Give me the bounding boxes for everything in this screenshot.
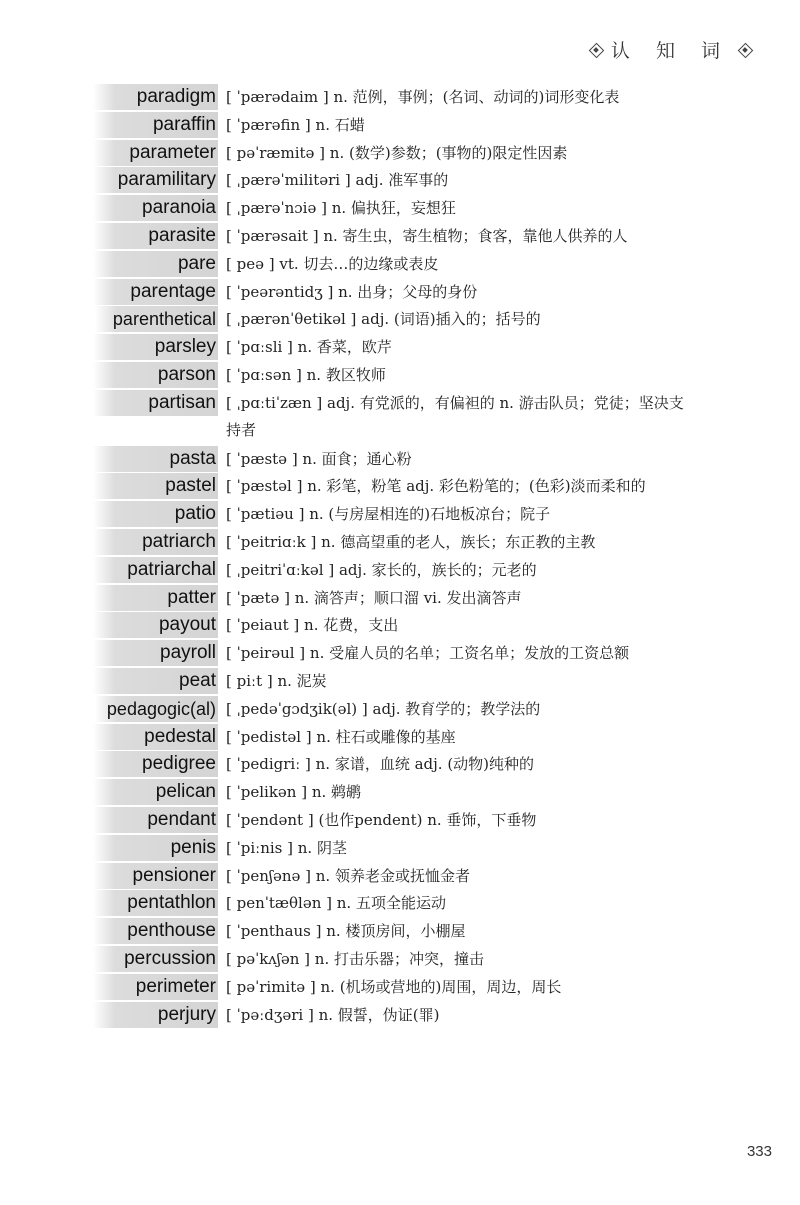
definition-text: [ ˈpelikən ] n. 鹈鹕 <box>226 783 362 802</box>
vocabulary-entry <box>0 668 800 694</box>
definition <box>226 112 771 138</box>
definition-text: [ ˈpɑːsli ] n. 香菜，欧芹 <box>226 338 392 357</box>
vocabulary-entry <box>0 362 800 388</box>
vocabulary-entry <box>0 863 800 889</box>
headword: parsley <box>93 334 218 360</box>
vocabulary-entry <box>0 473 800 499</box>
definition-text: [ ˌpeitriˈɑːkəl ] adj. 家长的，族长的；元老的 <box>226 560 537 579</box>
definition <box>226 223 771 249</box>
definition <box>226 751 771 777</box>
definition <box>226 974 771 1000</box>
definition-text: [ ˈpærəfin ] n. 石蜡 <box>226 115 365 134</box>
vocabulary-list <box>0 84 800 1029</box>
headword: patriarchal <box>93 557 218 583</box>
vocabulary-entry <box>0 167 800 193</box>
headword: pelican <box>93 779 218 805</box>
vocabulary-entry <box>0 974 800 1000</box>
headword: parasite <box>93 223 218 249</box>
definition <box>226 585 771 611</box>
headword: payout <box>93 612 218 638</box>
vocabulary-entry <box>0 557 800 583</box>
vocabulary-entry <box>0 696 800 722</box>
definition <box>226 390 771 444</box>
headword: paranoia <box>93 195 218 221</box>
definition-text: [ ˈpærədaim ] n. 范例，事例；(名词、动词的)词形变化表 <box>226 88 620 106</box>
headword: patter <box>93 585 218 611</box>
diamond-icon <box>589 43 603 57</box>
definition <box>226 306 771 332</box>
definition <box>226 918 771 944</box>
vocabulary-entry <box>0 306 800 332</box>
vocabulary-entry <box>0 390 800 444</box>
headword: paramilitary <box>93 167 218 193</box>
vocabulary-entry <box>0 140 800 166</box>
vocabulary-entry <box>0 751 800 777</box>
vocabulary-entry <box>0 84 800 110</box>
headword: patriarch <box>93 529 218 555</box>
definition <box>226 863 771 889</box>
definition <box>226 696 771 722</box>
definition-text: [ ˌpedəˈgɔdʒik(əl) ] adj. 教育学的；教学法的 <box>226 699 541 718</box>
headword: parenthetical <box>95 306 218 332</box>
definition-text: [ ˈpiːnis ] n. 阴茎 <box>226 838 347 857</box>
definition <box>226 446 771 472</box>
definition <box>226 334 771 360</box>
headword: perimeter <box>93 974 218 1000</box>
vocabulary-entry <box>0 1002 800 1028</box>
definition-text: [ ˈpætə ] n. 滴答声；顺口溜 vi. 发出滴答声 <box>226 588 522 607</box>
definition-text: [ ˈpærəsait ] n. 寄生虫，寄生植物；食客，靠他人供养的人 <box>226 226 628 245</box>
definition <box>226 195 771 221</box>
definition <box>226 640 771 666</box>
definition-text: [ ˈpeiaut ] n. 花费，支出 <box>226 616 399 635</box>
definition-text: [ peə ] vt. 切去…的边缘或表皮 <box>226 254 439 273</box>
headword: penthouse <box>93 918 218 944</box>
vocabulary-entry <box>0 334 800 360</box>
definition-text: [ pəˈkʌʃən ] n. 打击乐器；冲突，撞击 <box>226 949 484 968</box>
definition-text: [ ˈpæstə ] n. 面食；通心粉 <box>226 449 412 468</box>
definition-text: [ pəˈrimitə ] n. (机场或营地的)周围，周边，周长 <box>226 977 562 996</box>
definition-text: [ ˌpærəˈmilitəri ] adj. 准军事的 <box>226 171 449 190</box>
section-title: 认 知 词 <box>610 40 730 62</box>
vocabulary-entry <box>0 251 800 277</box>
definition-text: [ penˈtæθlən ] n. 五项全能运动 <box>226 894 446 913</box>
definition-text: [ ˈpɑːsən ] n. 教区牧师 <box>226 365 386 384</box>
definition <box>226 167 771 193</box>
definition <box>226 890 771 916</box>
headword: percussion <box>93 946 218 972</box>
definition <box>226 140 771 166</box>
vocabulary-entry <box>0 279 800 305</box>
headword: perjury <box>93 1002 218 1028</box>
headword: pedigree <box>93 751 218 777</box>
definition-text: [ piːt ] n. 泥炭 <box>226 671 327 690</box>
headword: pensioner <box>93 863 218 889</box>
definition <box>226 779 771 805</box>
headword: partisan <box>93 390 218 416</box>
definition <box>226 724 771 750</box>
vocabulary-entry <box>0 612 800 638</box>
vocabulary-entry <box>0 835 800 861</box>
definition-text: [ ˈpedigriː ] n. 家谱，血统 adj. (动物)纯种的 <box>226 755 535 774</box>
definition <box>226 279 771 305</box>
definition-text: [ ˈpenʃənə ] n. 领养老金或抚恤金者 <box>226 866 470 885</box>
definition-text: [ ˈpætiəu ] n. (与房屋相连的)石地板凉台；院子 <box>226 505 551 524</box>
definition-text: [ ˈpæstəl ] n. 彩笔，粉笔 adj. 彩色粉笔的；(色彩)淡而柔和的 <box>226 477 646 496</box>
definition-text: [ ˌpærəˈnɔiə ] n. 偏执狂，妄想狂 <box>226 199 456 218</box>
vocabulary-entry <box>0 724 800 750</box>
definition-text: [ ˈpeitriɑːk ] n. 德高望重的老人，族长；东正教的主教 <box>226 532 596 551</box>
vocabulary-entry <box>0 585 800 611</box>
headword: peat <box>93 668 218 694</box>
headword: parson <box>93 362 218 388</box>
page-number: 333 <box>746 1143 772 1160</box>
definition-text: [ ˈpedistəl ] n. 柱石或雕像的基座 <box>226 727 456 746</box>
definition <box>226 473 771 499</box>
headword: pedagogic(al) <box>95 696 218 722</box>
definition-text: [ ˌpɑːtiˈzæn ] adj. 有党派的，有偏袒的 n. 游击队员；党徒；坚决支 <box>226 393 684 412</box>
definition <box>226 251 771 277</box>
definition <box>226 529 771 555</box>
definition <box>226 557 771 583</box>
definition-text: [ pəˈræmitə ] n. (数学)参数；(事物的)限定性因素 <box>226 143 568 162</box>
headword: pendant <box>93 807 218 833</box>
vocabulary-entry <box>0 890 800 916</box>
vocabulary-entry <box>0 501 800 527</box>
definition <box>226 501 771 527</box>
definition <box>226 668 771 694</box>
headword: penis <box>93 835 218 861</box>
definition <box>226 362 771 388</box>
definition-text: [ ˈpendənt ] (也作pendent) n. 垂饰，下垂物 <box>226 810 537 829</box>
headword: pentathlon <box>93 890 218 916</box>
vocabulary-entry <box>0 918 800 944</box>
definition <box>226 84 771 110</box>
headword: pedestal <box>93 724 218 750</box>
vocabulary-entry <box>0 112 800 138</box>
vocabulary-entry <box>0 529 800 555</box>
vocabulary-entry <box>0 807 800 833</box>
definition <box>226 946 771 972</box>
vocabulary-entry <box>0 640 800 666</box>
headword: parentage <box>93 279 218 305</box>
vocabulary-entry <box>0 195 800 221</box>
definition <box>226 612 771 638</box>
headword: pastel <box>93 473 218 499</box>
headword: pare <box>93 251 218 277</box>
definition <box>226 835 771 861</box>
definition <box>226 807 771 833</box>
vocabulary-entry <box>0 946 800 972</box>
definition-text: [ ˈpeirəul ] n. 受雇人员的名单；工资名单；发放的工资总额 <box>226 644 630 663</box>
definition-text: [ ˈpenthaus ] n. 楼顶房间，小棚屋 <box>226 922 466 941</box>
section-header <box>589 36 752 63</box>
definition-text: [ ˌpærənˈθetikəl ] adj. (词语)插入的；括号的 <box>226 310 541 329</box>
definition-text: [ ˈpəːdʒəri ] n. 假誓，伪证(罪) <box>226 1005 440 1024</box>
headword: parameter <box>93 140 218 166</box>
definition-continuation: 持者 <box>226 420 257 439</box>
vocabulary-entry <box>0 446 800 472</box>
definition-text: [ ˈpeərəntidʒ ] n. 出身；父母的身份 <box>226 282 478 301</box>
headword: payroll <box>93 640 218 666</box>
diamond-icon <box>738 43 752 57</box>
headword: patio <box>93 501 218 527</box>
vocabulary-entry <box>0 779 800 805</box>
vocabulary-entry <box>0 223 800 249</box>
headword: pasta <box>93 446 218 472</box>
headword: paraffin <box>93 112 218 138</box>
headword: paradigm <box>93 84 218 110</box>
definition <box>226 1002 771 1028</box>
